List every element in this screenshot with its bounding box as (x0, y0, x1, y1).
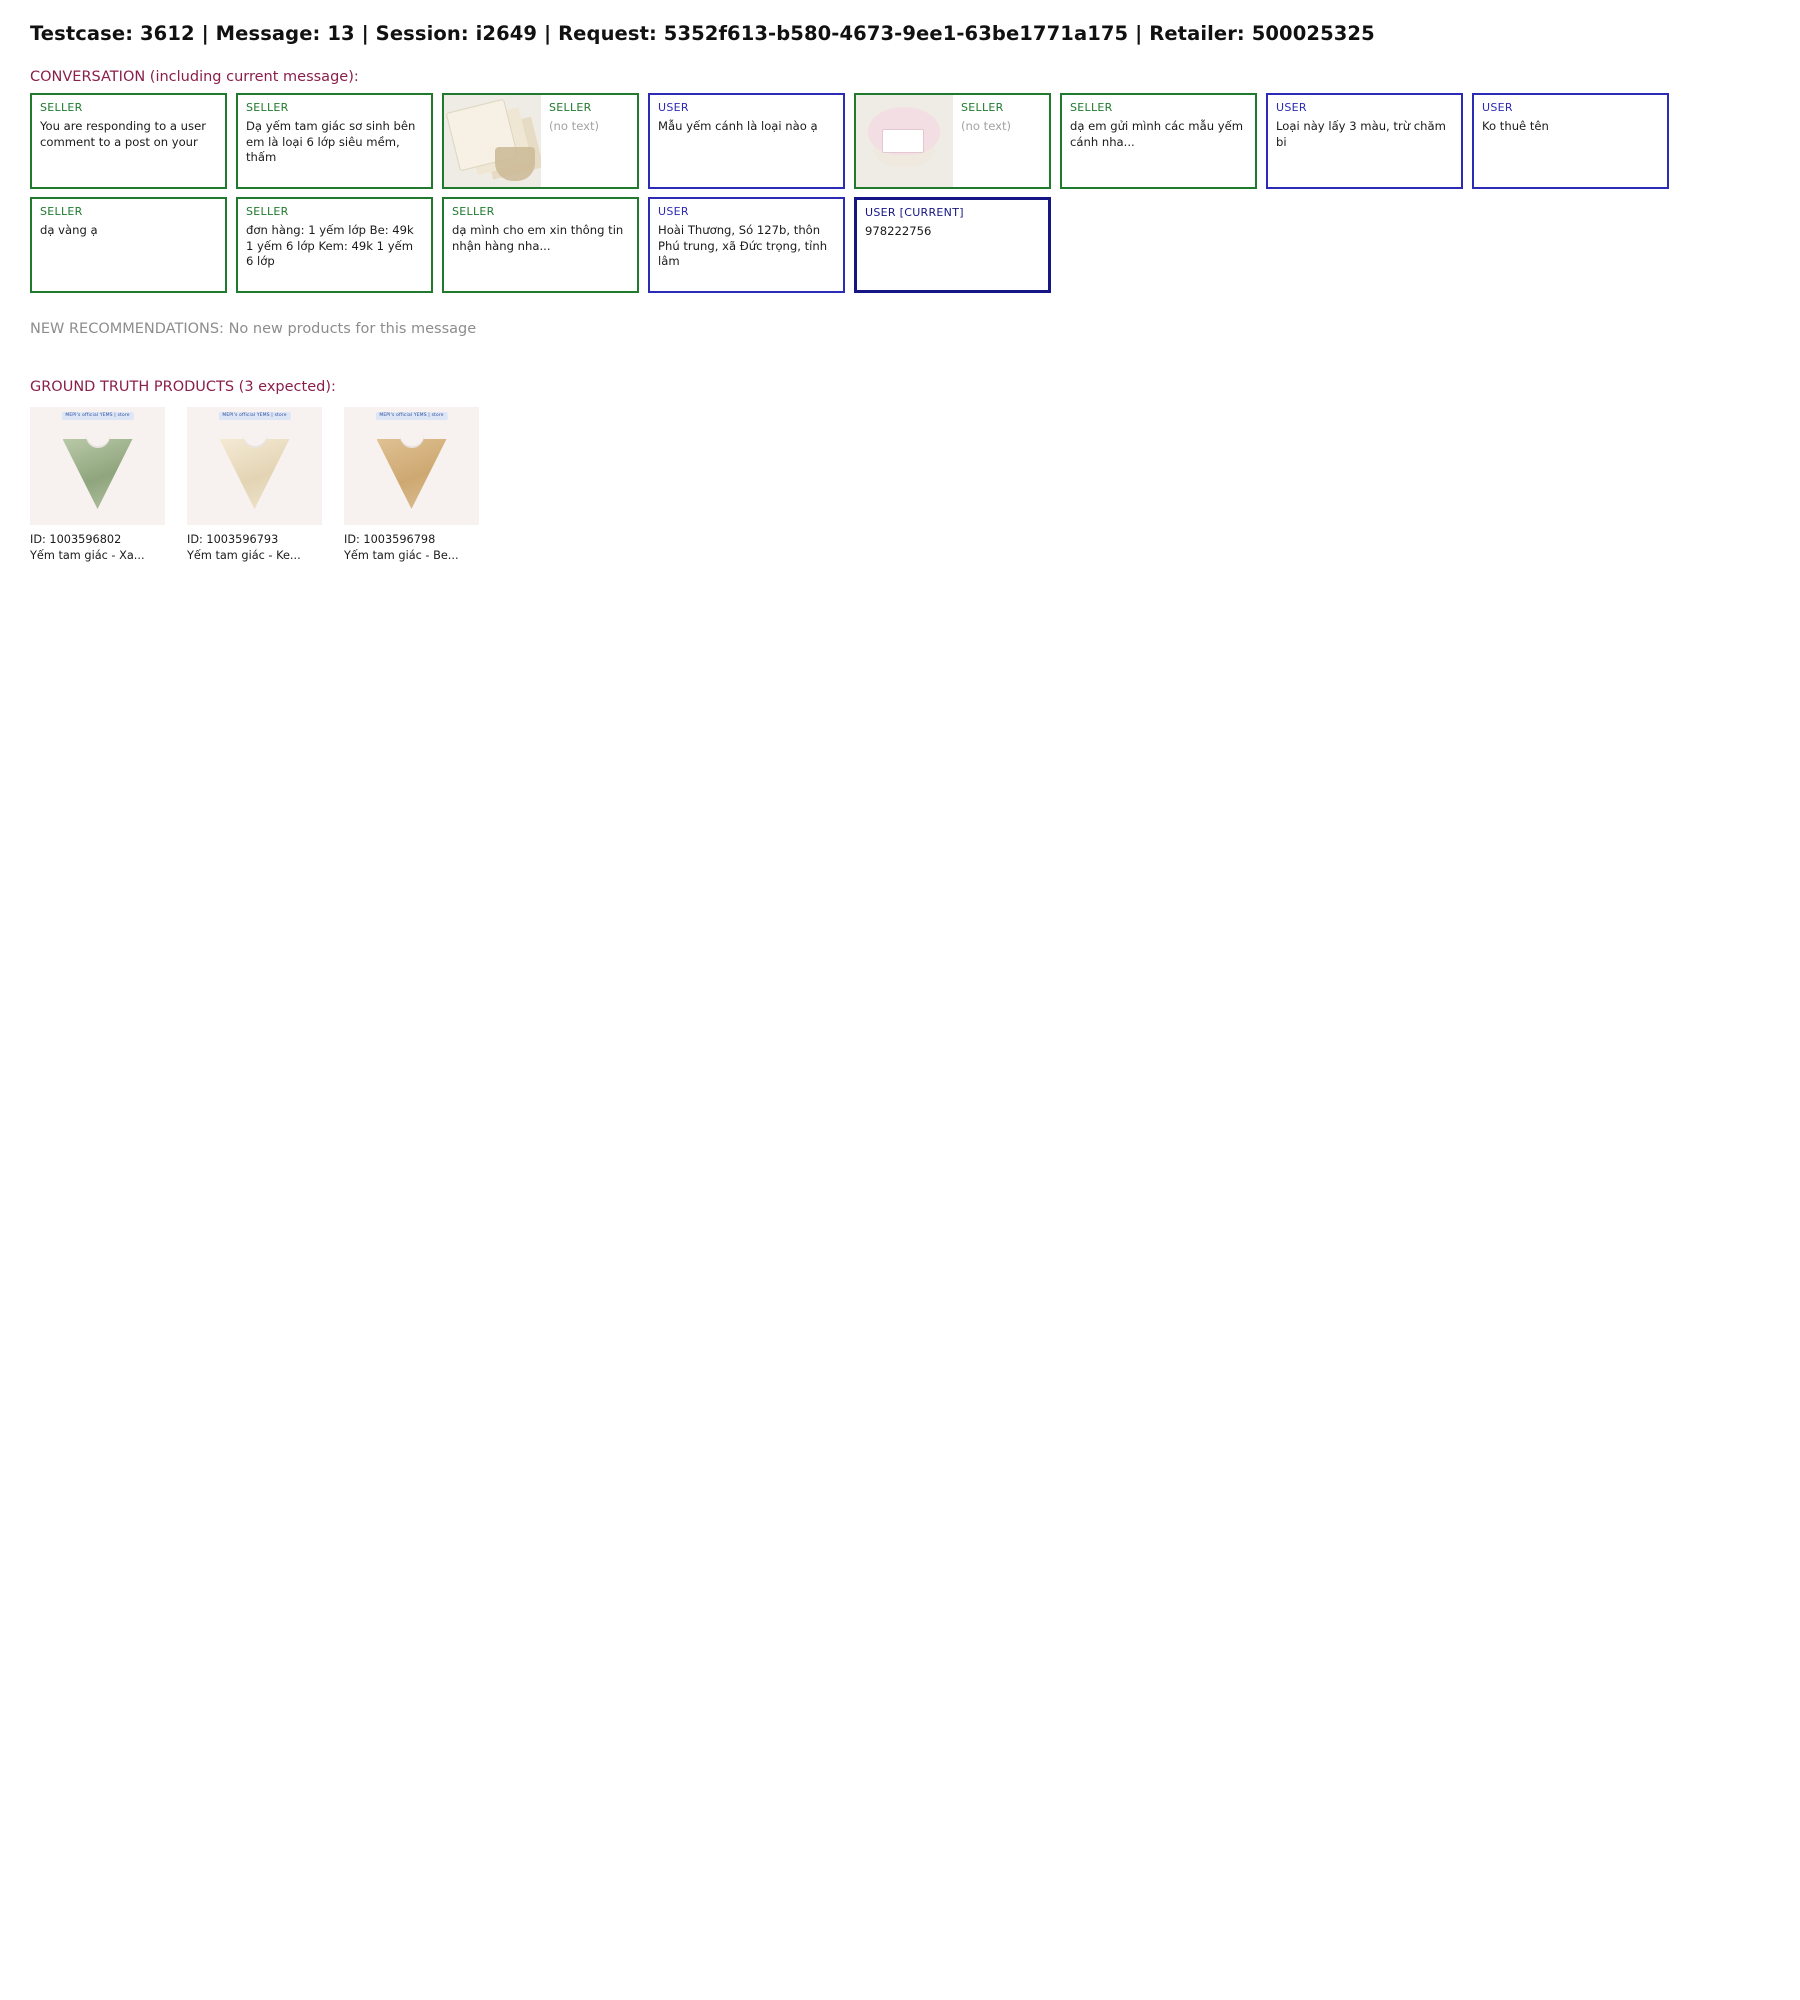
message-image-thumbnail[interactable] (856, 95, 953, 187)
product-id: ID: 1003596798 (344, 533, 436, 546)
message-text: Mẫu yếm cánh là loại nào ạ (658, 119, 818, 133)
message-role: USER (658, 101, 689, 114)
message-role: USER (1276, 101, 1307, 114)
message-text: You are responding to a user comment to a post on your (40, 119, 206, 149)
product-image[interactable] (187, 407, 322, 525)
product-name: Yếm tam giác - Xa... (30, 549, 145, 562)
store-badge: MEPI's official YEMS | store (375, 412, 447, 420)
product-id: ID: 1003596802 (30, 533, 122, 546)
conversation-message[interactable] (1060, 93, 1257, 189)
conversation-message[interactable] (1472, 93, 1669, 189)
message-text: đơn hàng: 1 yếm lớp Be: 49k 1 yếm 6 lớp Kem: 49k 1 yếm 6 lớp (246, 223, 414, 269)
message-text: Loại này lấy 3 màu, trừ chăm bi (1276, 119, 1446, 149)
product-image[interactable] (30, 407, 165, 525)
message-text: Hoài Thương, Só 127b, thôn Phú trung, xã Đức trọng, tỉnh lâm (658, 223, 828, 269)
product-card[interactable] (30, 407, 165, 562)
new-recommendations-value: No new products for this message (228, 321, 477, 337)
conversation-message[interactable] (30, 197, 227, 293)
message-role: SELLER (452, 205, 495, 218)
new-recommendations-section (30, 321, 1770, 337)
message-role: SELLER (40, 205, 83, 218)
product-id: ID: 1003596793 (187, 533, 279, 546)
conversation-message-with-image[interactable] (854, 93, 1051, 189)
bib-illustration (63, 431, 133, 509)
message-text: (no text) (961, 119, 1012, 133)
ground-truth-products-grid (30, 407, 1770, 562)
message-role: SELLER (246, 205, 289, 218)
ground-truth-section-label: GROUND TRUTH PRODUCTS (3 expected): (30, 379, 336, 395)
store-badge: MEPI's official YEMS | store (218, 412, 290, 420)
conversation-message[interactable] (30, 93, 227, 189)
conversation-message[interactable] (648, 93, 845, 189)
message-role: SELLER (1070, 101, 1113, 114)
product-image[interactable] (344, 407, 479, 525)
product-name: Yếm tam giác - Be... (344, 549, 459, 562)
message-text: dạ em gửi mình các mẫu yếm cánh nha... (1070, 119, 1244, 149)
message-role: SELLER (246, 101, 289, 114)
page-title: Testcase: 3612 | Message: 13 | Session: i2649 | Request: 5352f613-b580-4673-9ee1-63be1771a175 | Retailer: 500025325 (30, 22, 1375, 45)
bib-illustration (220, 431, 290, 509)
conversation-grid (30, 93, 1730, 293)
product-name: Yếm tam giác - Ke... (187, 549, 301, 562)
message-text: dạ mình cho em xin thông tin nhận hàng nha... (452, 223, 624, 253)
conversation-message[interactable] (236, 197, 433, 293)
conversation-message[interactable] (648, 197, 845, 293)
conversation-section-label: CONVERSATION (including current message): (30, 69, 359, 85)
message-role: SELLER (549, 101, 592, 114)
store-badge: MEPI's official YEMS | store (61, 412, 133, 420)
message-image-thumbnail[interactable] (444, 95, 541, 187)
message-role-current: USER [CURRENT] (865, 206, 964, 219)
message-text: Dạ yếm tam giác sơ sinh bên em là loại 6 lớp siêu mềm, thấm (246, 119, 416, 165)
message-text: Ko thuê tên (1482, 119, 1549, 133)
bib-illustration (377, 431, 447, 509)
message-text: (no text) (549, 119, 600, 133)
message-text: 978222756 (865, 224, 932, 238)
conversation-message[interactable] (442, 197, 639, 293)
message-role: USER (1482, 101, 1513, 114)
message-text: dạ vàng ạ (40, 223, 98, 237)
product-card[interactable] (187, 407, 322, 562)
conversation-message[interactable] (1266, 93, 1463, 189)
new-recommendations-label: NEW RECOMMENDATIONS: (30, 321, 224, 337)
message-role: SELLER (961, 101, 1004, 114)
conversation-message-current[interactable] (854, 197, 1051, 293)
page-root (0, 0, 1800, 592)
message-role: SELLER (40, 101, 83, 114)
product-card[interactable] (344, 407, 479, 562)
conversation-message-with-image[interactable] (442, 93, 639, 189)
message-role: USER (658, 205, 689, 218)
conversation-message[interactable] (236, 93, 433, 189)
